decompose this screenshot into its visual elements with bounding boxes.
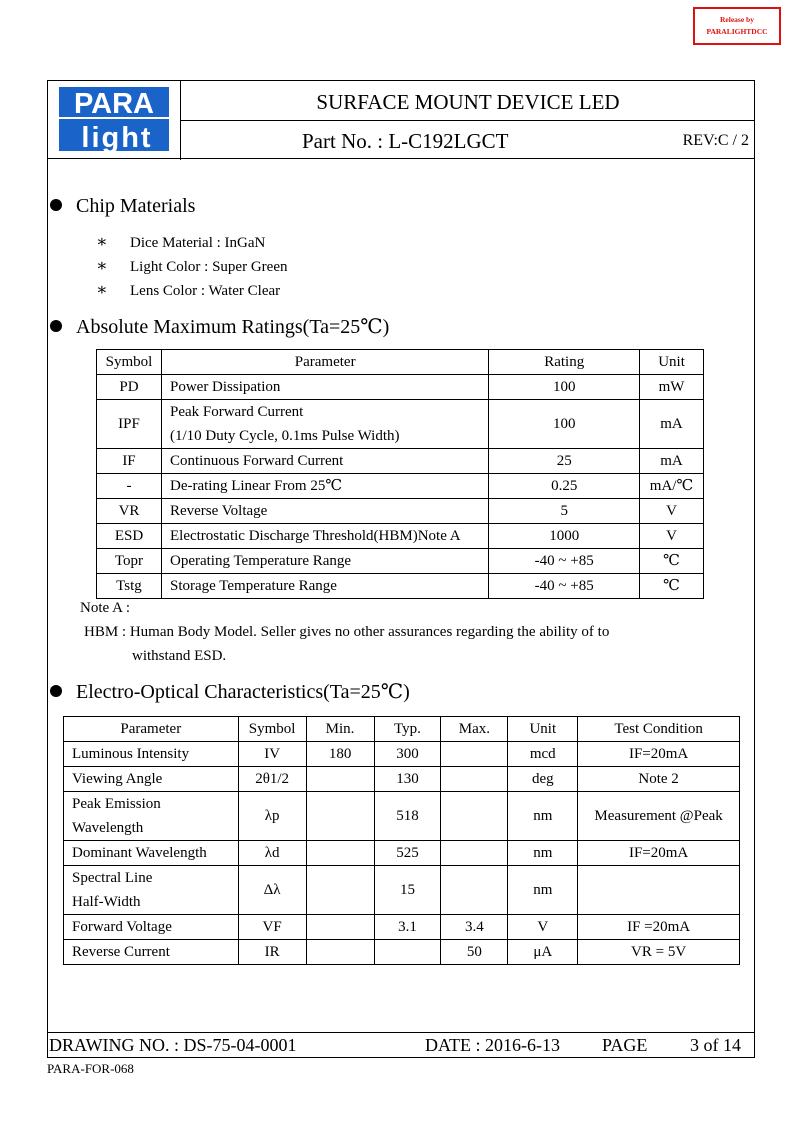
- page-number: 3 of 14: [690, 1035, 741, 1055]
- table-row: Reverse Current IR 50 μA VR = 5V: [64, 940, 740, 965]
- table-header-row: Symbol Parameter Rating Unit: [97, 350, 704, 375]
- document-date: DATE : 2016-6-13: [425, 1035, 560, 1055]
- note-a-line-1: HBM : Human Body Model. Seller gives no other assurances regarding the ability of to: [84, 624, 610, 640]
- bullet-icon: [50, 685, 62, 697]
- section-absolute-max-ratings: [50, 315, 389, 339]
- section-chip-materials: [50, 194, 195, 218]
- table-row: Spectral Line Half-Width Δλ 15 nm: [64, 866, 740, 915]
- chip-materials-list: [96, 230, 287, 302]
- paralight-logo: [59, 85, 169, 153]
- table-row: ESD Electrostatic Discharge Threshold(HBM)Note A 1000 V: [97, 524, 704, 549]
- table-row: PD Power Dissipation 100 mW: [97, 375, 704, 400]
- electro-optical-table: [63, 716, 740, 965]
- asterisk-icon: ∗: [96, 280, 108, 299]
- table-row: Topr Operating Temperature Range -40 ~ +85 ℃: [97, 549, 704, 574]
- logo-top-text: PARA: [73, 88, 155, 120]
- note-a-label: Note A :: [80, 600, 131, 616]
- document-title: SURFACE MOUNT DEVICE LED: [316, 90, 620, 114]
- document-header: [47, 80, 755, 159]
- asterisk-icon: ∗: [96, 256, 108, 275]
- table-row: VR Reverse Voltage 5 V: [97, 499, 704, 524]
- table-row: Forward Voltage VF 3.1 3.4 V IF =20mA: [64, 915, 740, 940]
- list-item: ∗ Light Color : Super Green: [96, 254, 287, 278]
- part-number: Part No. : L-C192LGCT: [302, 129, 509, 153]
- logo-bottom-text: light: [81, 122, 153, 153]
- table-header-row: Parameter Symbol Min. Typ. Max. Unit Test Condition: [64, 717, 740, 742]
- table-row: Peak Emission Wavelength λp 518 nm Measurement @Peak: [64, 792, 740, 841]
- stamp-line-2: PARALIGHTDCC: [706, 27, 768, 36]
- section-title: Chip Materials: [76, 195, 196, 217]
- drawing-number: DRAWING NO. : DS-75-04-0001: [49, 1035, 297, 1055]
- table-row: Luminous Intensity IV 180 300 mcd IF=20mA: [64, 742, 740, 767]
- bullet-icon: [50, 199, 62, 211]
- table-row: - De-rating Linear From 25℃ 0.25 mA/℃: [97, 474, 704, 499]
- table-row: IPF Peak Forward Current (1/10 Duty Cycle, 0.1ms Pulse Width) 100 mA: [97, 400, 704, 449]
- release-stamp: [693, 7, 781, 45]
- stamp-line-1: Release by: [720, 15, 754, 24]
- page-label: PAGE: [602, 1035, 648, 1055]
- asterisk-icon: ∗: [96, 232, 108, 251]
- absolute-max-ratings-table: [96, 349, 704, 599]
- table-row: IF Continuous Forward Current 25 mA: [97, 449, 704, 474]
- table-row: Tstg Storage Temperature Range -40 ~ +85 ℃: [97, 574, 704, 599]
- section-title: Absolute Maximum Ratings(Ta=25℃): [76, 316, 390, 338]
- footer-divider-bottom: [47, 1057, 755, 1058]
- table-row: Viewing Angle 2θ1/2 130 deg Note 2: [64, 767, 740, 792]
- note-a-line-2: withstand ESD.: [132, 648, 227, 664]
- section-title: Electro-Optical Characteristics(Ta=25℃): [76, 681, 410, 703]
- revision: REV:C / 2: [682, 132, 749, 149]
- section-electro-optical: [50, 680, 410, 704]
- table-row: Dominant Wavelength λd 525 nm IF=20mA: [64, 841, 740, 866]
- list-item: ∗ Lens Color : Water Clear: [96, 278, 287, 302]
- list-item: ∗ Dice Material : InGaN: [96, 230, 287, 254]
- bullet-icon: [50, 320, 62, 332]
- form-number: PARA-FOR-068: [47, 1061, 134, 1076]
